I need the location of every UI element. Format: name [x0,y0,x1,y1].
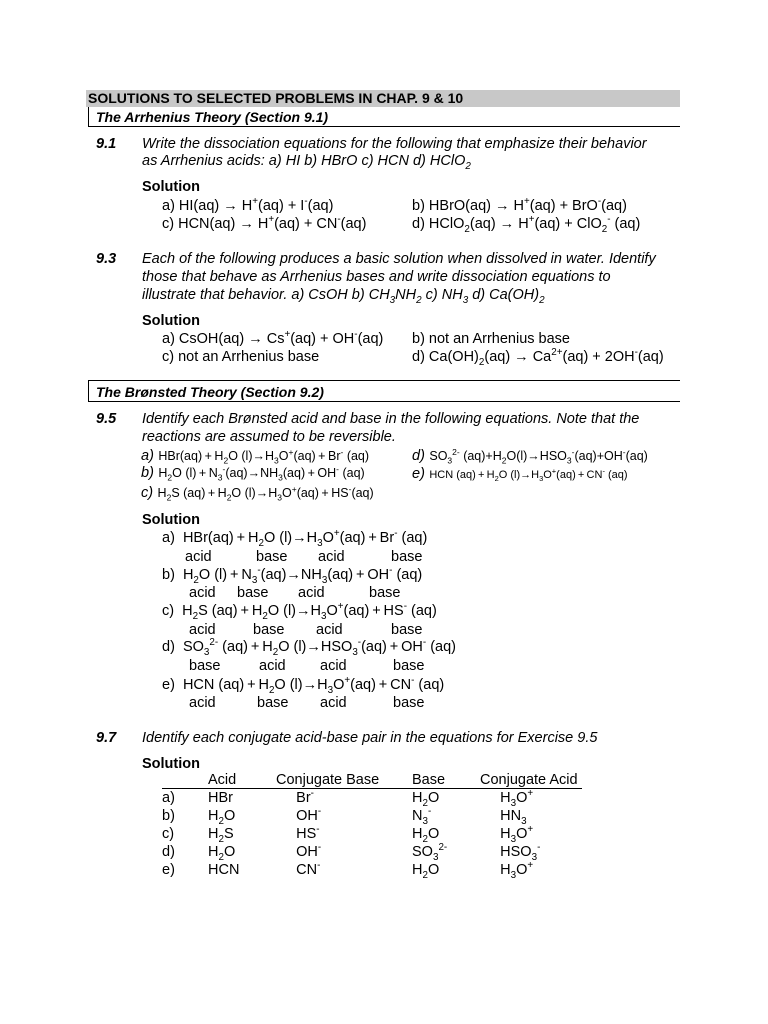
role-label: base [393,658,425,674]
equation-b: b) HBrO(aq) → H+(aq) + BrO-(aq) [412,196,627,214]
conjugate-acid-cell: $HN_3$ [480,808,527,827]
role-label: base [393,695,425,711]
table-row [162,807,582,825]
section-heading-arrhenius: The Arrhenius Theory (Section 9.1) [96,109,329,125]
section-heading-bronsted: The Brønsted Theory (Section 9.2) [96,384,324,400]
section-overline [88,380,680,381]
problem-number: 9.3 [96,251,117,267]
answer-b: b) not an Arrhenius base [412,331,570,347]
table-row [162,861,582,879]
answer-c: c) not an Arrhenius base [162,349,320,365]
problem-text: Identify each conjugate acid-base pair in the equations for Exercise 9.5 [142,730,598,746]
role-label: acid [318,549,345,565]
problem-number: 9.5 [96,411,117,427]
table-row [162,825,582,843]
problem-number: 9.7 [96,730,117,746]
role-label: acid [320,695,347,711]
row-label: c) [162,826,175,842]
role-label: base [391,549,423,565]
base-cell: $H_2O$ [412,826,440,845]
role-label: base [253,622,285,638]
solution-label: Solution [142,512,200,528]
column-header [162,771,208,789]
conjugate-pairs-table [162,771,582,879]
problem-text: as Arrhenius acids: a) HI b) HBrO c) HCN d) HClO$_2$ [142,153,471,172]
reaction-e: e) HCN $(aq) + H_2O$ $(l)\to H_3O^+(aq) + CN^-$ (aq) [412,466,628,484]
problem-text: those that behave as Arrhenius bases and write dissociation equations to [142,269,611,285]
solution-label: Solution [142,756,200,772]
conjugate-base-cell: Br- [276,788,314,806]
problem-text: illustrate that behavior. a) CsOH b) $CH_3NH_2$ c) $NH_3$ d) $Ca(OH)_2$ [142,287,545,306]
problem-text: reactions are assumed to be reversible. [142,429,396,445]
conjugate-acid-cell: $HSO_3^-$ [480,842,541,863]
document-title: SOLUTIONS TO SELECTED PROBLEMS IN CHAP. 9 & 10 [86,90,680,107]
table-row [162,789,582,808]
solution-equation-a: a) $HBr(aq) + H_2O$ $(l)\to H_3O^+(aq) + Br^-$ (aq) [162,528,428,549]
solution-label: Solution [142,313,200,329]
equation-c: c) HCN(aq) → H+(aq) + CN-(aq) [162,214,367,232]
role-label: acid [316,622,343,638]
role-label: base [391,622,423,638]
conjugate-base-cell: HS- [276,824,320,842]
section-underline [88,401,680,402]
reaction-b: b) $H_2O$ $(l) + N_3^-(aq)\to NH_3(aq) + OH^-$ (aq) [141,463,365,483]
table-header-row [162,771,582,789]
column-header: Conjugate Acid [480,771,582,789]
role-label: base [189,658,221,674]
base-cell: $N_3^-$ [412,806,432,827]
role-label: acid [189,622,216,638]
column-header: Conjugate Base [276,771,412,789]
role-label: base [256,549,288,565]
acid-cell: $H_2O$ [208,808,236,827]
equation-d: d) HClO$_2$(aq) → H+(aq) + ClO$_2$- (aq) [412,214,641,235]
equation-a: a) HI(aq) → H+(aq) + I-(aq) [162,196,334,214]
section-left-rule [88,107,89,127]
solution-equation-b: b) $H_2O$ $(l) + N_3^-(aq)\to NH_3(aq) + OH^-$ (aq) [162,565,423,586]
solution-equation-e: e) HCN $(aq) + H_2O$ $(l)\to H_3O^+(aq) + CN^-$ (aq) [162,675,445,696]
column-header: Acid [208,771,276,789]
acid-cell: HCN [208,862,240,878]
row-label: a) [162,790,175,806]
role-label: acid [189,695,216,711]
role-label: base [257,695,289,711]
reaction-d: d) $SO_3^{2-}$ $(aq)+H_2O(l)\to HSO_3^-(aq)+OH^-(aq)$ [412,446,648,466]
role-label: acid [298,585,325,601]
base-cell: $H_2O$ [412,790,440,809]
conjugate-base-cell: CN- [276,860,321,878]
table-row [162,843,582,861]
conjugate-base-cell: OH- [276,806,322,824]
solution-equation-d: d) $SO_3^{2-}$ $(aq) + H_2O$ $(l)\to HSO_3^-(aq) + OH^-$ (aq) [162,637,456,658]
section-left-rule [88,380,89,402]
equation-a: a) CsOH(aq) → Cs+(aq) + OH-(aq) [162,329,384,347]
equation-d: d) $Ca(OH)_2(aq) \to Ca^{2+}(aq) + 2OH^-(aq)$ [412,347,664,368]
acid-cell: $H_2S$ [208,826,234,845]
row-label: d) [162,844,175,860]
row-label: b) [162,808,175,824]
conjugate-acid-cell: $H_3O^+$ [480,860,534,881]
problem-text: Each of the following produces a basic solution when dissolved in water. Identify [142,251,656,267]
role-label: base [237,585,269,601]
problem-number: 9.1 [96,136,117,152]
role-label: acid [185,549,212,565]
role-label: base [369,585,401,601]
column-header: Base [412,771,480,789]
role-label: acid [259,658,286,674]
row-label: e) [162,862,175,878]
conjugate-acid-cell: $H_3O^+$ [480,824,534,845]
reaction-c: c) $H_2S$ $(aq) + H_2O$ $(l)\to H_3O^+(aq) + HS^-(aq)$ [141,483,374,503]
conjugate-acid-cell: $H_3O^+$ [480,788,534,809]
section-underline [88,126,680,127]
base-cell: $H_2O$ [412,862,440,881]
role-label: acid [189,585,216,601]
role-label: acid [320,658,347,674]
solution-label: Solution [142,179,200,195]
base-cell: $SO_3^{2-}$ [412,842,448,863]
conjugate-base-cell: OH- [276,842,322,860]
solution-equation-c: c) $H_2S$ $(aq) + H_2O$ $(l)\to H_3O^+(aq) + HS^-$ (aq) [162,601,437,622]
acid-cell: HBr [208,790,233,806]
problem-text: Identify each Brønsted acid and base in the following equations. Note that the [142,411,640,427]
reaction-a: a) $HBr(aq) + H_2O$ $(l)\to H_3O^+(aq) + Br^-$ (aq) [141,446,370,466]
acid-cell: $H_2O$ [208,844,236,863]
problem-text: Write the dissociation equations for the following that emphasize their behavior [142,136,647,152]
